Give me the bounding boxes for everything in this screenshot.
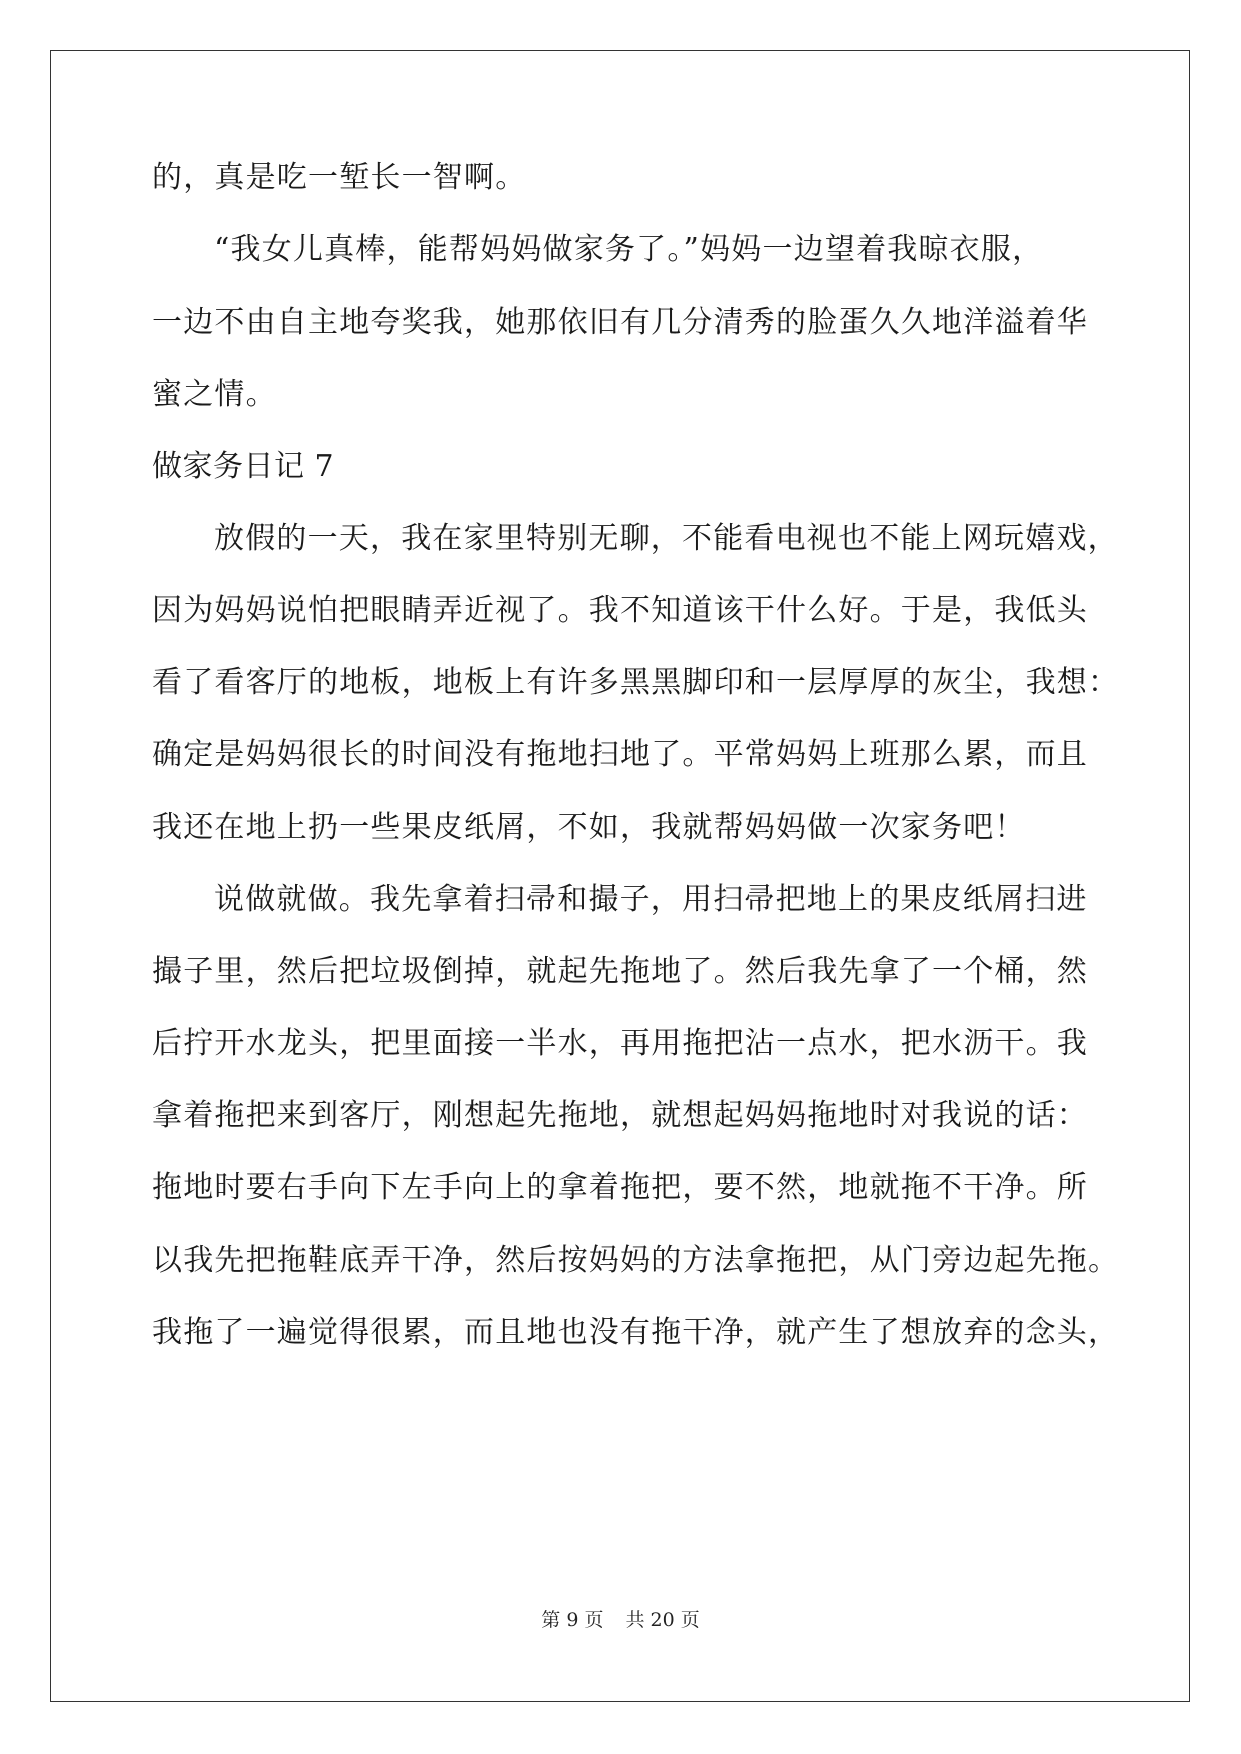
text-line-7: 因为妈妈说怕把眼睛弄近视了。我不知道该干什么好。于是，我低头 bbox=[152, 593, 1088, 628]
text-line-12: 撮子里，然后把垃圾倒掉，就起先拖地了。然后我先拿了一个桶，然 bbox=[152, 954, 1088, 989]
text-line-11: 说做就做。我先拿着扫帚和撮子，用扫帚把地上的果皮纸屑扫进 bbox=[214, 882, 1088, 917]
text-line-6: 放假的一天，我在家里特别无聊，不能看电视也不能上网玩嬉戏， bbox=[214, 521, 1119, 556]
page-number: 第 9 页 bbox=[541, 1609, 604, 1631]
text-line-9: 确定是妈妈很长的时间没有拖地扫地了。平常妈妈上班那么累，而且 bbox=[152, 737, 1088, 772]
text-line-10: 我还在地上扔一些果皮纸屑，不如，我就帮妈妈做一次家务吧！ bbox=[152, 810, 1026, 845]
text-line-16: 以我先把拖鞋底弄干净，然后按妈妈的方法拿拖把，从门旁边起先拖。 bbox=[152, 1243, 1120, 1278]
text-line-1: 的，真是吃一堑长一智啊。 bbox=[152, 160, 527, 195]
text-line-2: “我女儿真棒，能帮妈妈做家务了。”妈妈一边望着我晾衣服， bbox=[214, 232, 1044, 267]
text-line-8: 看了看客厅的地板，地板上有许多黑黑脚印和一层厚厚的灰尘，我想： bbox=[152, 665, 1120, 700]
text-line-13: 后拧开水龙头，把里面接一半水，再用拖把沾一点水，把水沥干。我 bbox=[152, 1026, 1088, 1061]
text-line-15: 拖地时要右手向下左手向上的拿着拖把，要不然，地就拖不干净。所 bbox=[152, 1170, 1088, 1205]
page-frame bbox=[50, 50, 1190, 1702]
text-line-17: 我拖了一遍觉得很累，而且地也没有拖干净，就产生了想放弃的念头， bbox=[152, 1315, 1120, 1350]
text-line-4: 蜜之情。 bbox=[152, 377, 277, 412]
page-total: 共 20 页 bbox=[625, 1609, 700, 1631]
text-line-14: 拿着拖把来到客厅，刚想起先拖地，就想起妈妈拖地时对我说的话： bbox=[152, 1098, 1088, 1133]
section-heading: 做家务日记 7 bbox=[152, 449, 335, 484]
page-footer bbox=[0, 1608, 1241, 1632]
text-line-3: 一边不由自主地夸奖我，她那依旧有几分清秀的脸蛋久久地洋溢着华 bbox=[152, 305, 1088, 340]
